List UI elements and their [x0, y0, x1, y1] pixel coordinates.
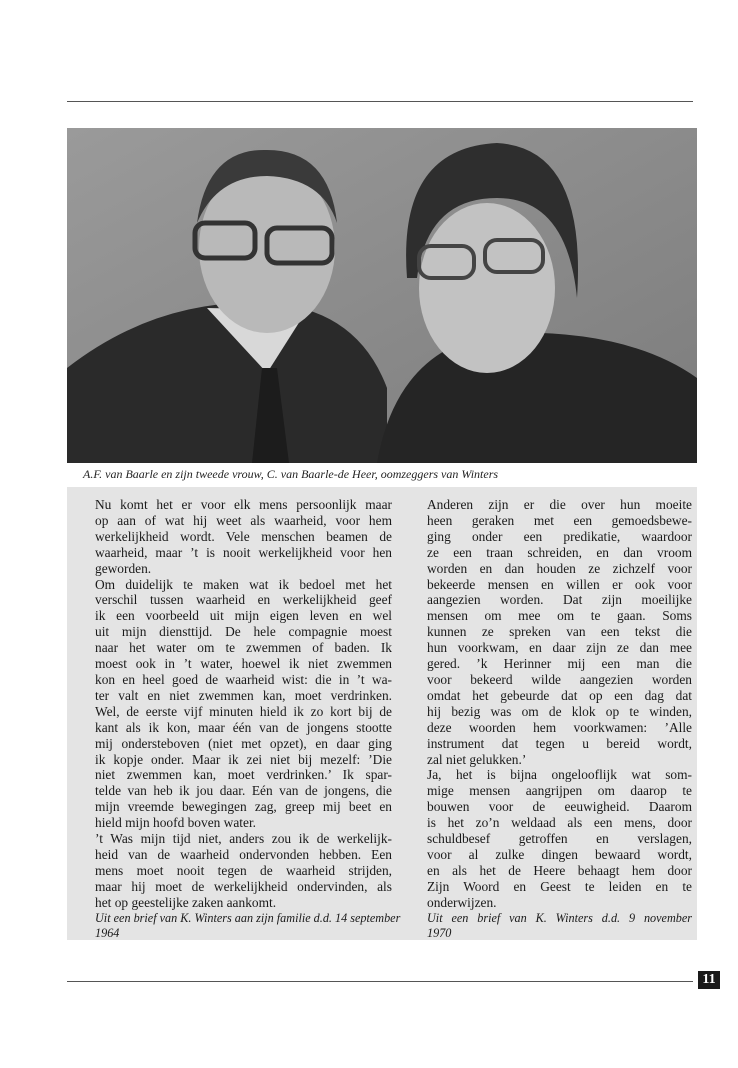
text-line: ter valt en niet zwemmen kan, moet verdrinken.: [95, 687, 392, 703]
text-line: op aan of wat hij weet als waarheid, voor hem: [95, 512, 392, 528]
paragraph: [95, 577, 392, 832]
text-line: ik een voorbeeld uit mijn eigen leven en wel: [95, 608, 392, 624]
text-line: ging onder een predikatie, waardoor: [427, 528, 692, 544]
text-line: onderwijzen.: [427, 894, 497, 910]
text-line: bekeerde mensen en willen er ook voor: [427, 576, 692, 592]
text-line: bouwen voor de eeuwigheid. Daarom: [427, 799, 692, 815]
source-citation: [95, 910, 401, 943]
paragraph: [427, 767, 692, 910]
text-line: Wel, de eerste vijf minuten hield ik zo kort bij de: [95, 703, 392, 719]
text-box: [67, 487, 697, 940]
portrait-photo: [67, 128, 697, 463]
text-line: verschil tussen waarheid en werkelijkheid geef: [95, 592, 392, 608]
source-line: 1964: [95, 926, 120, 941]
text-line: instrument dat tegen u bereid wordt,: [427, 735, 692, 751]
text-line: waarheid, maar ’t is nooit werkelijkheid voor hen: [95, 544, 392, 560]
source-line: Uit een brief van K. Winters aan zijn familie d.d. 14 september: [95, 910, 401, 925]
page-number: 11: [698, 971, 720, 989]
text-line: kunnen ze spreken van een tekst die: [427, 624, 692, 640]
source-citation: [427, 911, 692, 943]
text-line: mijn vreemde bewegingen zag, greep mij beet en: [95, 799, 392, 815]
text-line: hij bezig was om de klok op te winden,: [427, 703, 692, 719]
text-line: naar het water om te zwemmen of baden. Ik: [95, 640, 392, 656]
bottom-rule: [67, 981, 693, 982]
left-column: [95, 497, 401, 942]
text-line: ’t Was mijn tijd niet, anders zou ik de werkelijk-: [95, 831, 392, 847]
text-line: ik kopje onder. Maar ik zei niet bij mezelf: ’Die: [95, 751, 392, 767]
text-line: omdat het gebeurde dat op een dag dat: [427, 687, 692, 703]
text-line: mij ondersteboven (niet met opzet), en daar ging: [95, 735, 392, 751]
photo-caption: A.F. van Baarle en zijn tweede vrouw, C. van Baarle-de Heer, oomzeggers van Winters: [83, 467, 499, 481]
text-line: aangezien worden. Dat zijn moeilijke: [427, 592, 692, 608]
text-line: ze een traan schreiden, en dan vroom: [427, 544, 692, 560]
text-line: niet zwemmen kan, moet verdrinken.’ Ik spar-: [95, 767, 392, 783]
text-line: Ja, het is bijna ongelooflijk wat som-: [427, 767, 692, 783]
text-line: maar hij moet de werkelijkheid ondervinden, als: [95, 878, 392, 894]
text-line: kant als ik kon, maar één van de jongens stootte: [95, 719, 392, 735]
source-line: 1970: [427, 926, 452, 941]
text-line: het op geestelijke zaken aankomt.: [95, 894, 277, 910]
text-line: voor bekeerd wilde aangezien worden: [427, 671, 692, 687]
text-line: Anderen zijn er die over hun moeite: [427, 497, 692, 512]
text-line: mens moet nooit tegen de waarheid strijden,: [95, 862, 392, 878]
source-line: Uit een brief van K. Winters d.d. 9 november: [427, 910, 692, 925]
text-line: schuldbesef getroffen en verslagen,: [427, 831, 692, 847]
text-line: moest ook in ’t water, hoewel ik niet zwemmen: [95, 656, 392, 672]
paragraph: [427, 497, 692, 767]
text-line: deze woorden hem voorkwamen: ’Alle: [427, 719, 692, 735]
right-column: [427, 497, 692, 942]
text-line: mige mensen aangrijpen om daarop te: [427, 783, 692, 799]
paragraph: [95, 831, 392, 911]
text-line: hun voorkwam, en daar zijn ze dan mee: [427, 640, 692, 656]
text-line: voor al zulke dingen bewaard wordt,: [427, 846, 692, 862]
top-rule: [67, 101, 693, 102]
text-line: geworden.: [95, 560, 152, 576]
text-line: werkelijkheid wordt. Vele menschen beamen de: [95, 528, 392, 544]
text-line: Om duidelijk te maken wat ik bedoel met het: [95, 576, 392, 592]
text-line: kon en heel goed de waarheid wist: die in ’t wa-: [95, 671, 392, 687]
text-line: zal niet gelukken.’: [427, 751, 527, 767]
text-line: Nu komt het er voor elk mens persoonlijk maar: [95, 497, 392, 512]
text-line: telde van heb ik jou daar. Eén van de jongens, die: [95, 783, 392, 799]
text-line: uit mijn diensttijd. De hele compagnie moest: [95, 624, 392, 640]
paragraph: [95, 497, 392, 577]
text-line: en als het de Heere behaagt hem door: [427, 862, 692, 878]
text-line: heen geraken met een gemoedsbewe-: [427, 512, 692, 528]
text-line: hield mijn hoofd boven water.: [95, 815, 257, 831]
text-line: gered. ’k Herinner mij een man die: [427, 656, 692, 672]
text-line: worden en dan houden ze zichzelf voor: [427, 560, 692, 576]
text-line: Zijn Woord en Geest te leiden en te: [427, 878, 692, 894]
photo-illustration: [67, 128, 697, 463]
text-line: is het zo’n weldaad als een mens, door: [427, 815, 692, 831]
text-line: mensen om mee om te gaan. Soms: [427, 608, 692, 624]
text-line: heid van de waarheid ondervonden hebben. Een: [95, 846, 392, 862]
